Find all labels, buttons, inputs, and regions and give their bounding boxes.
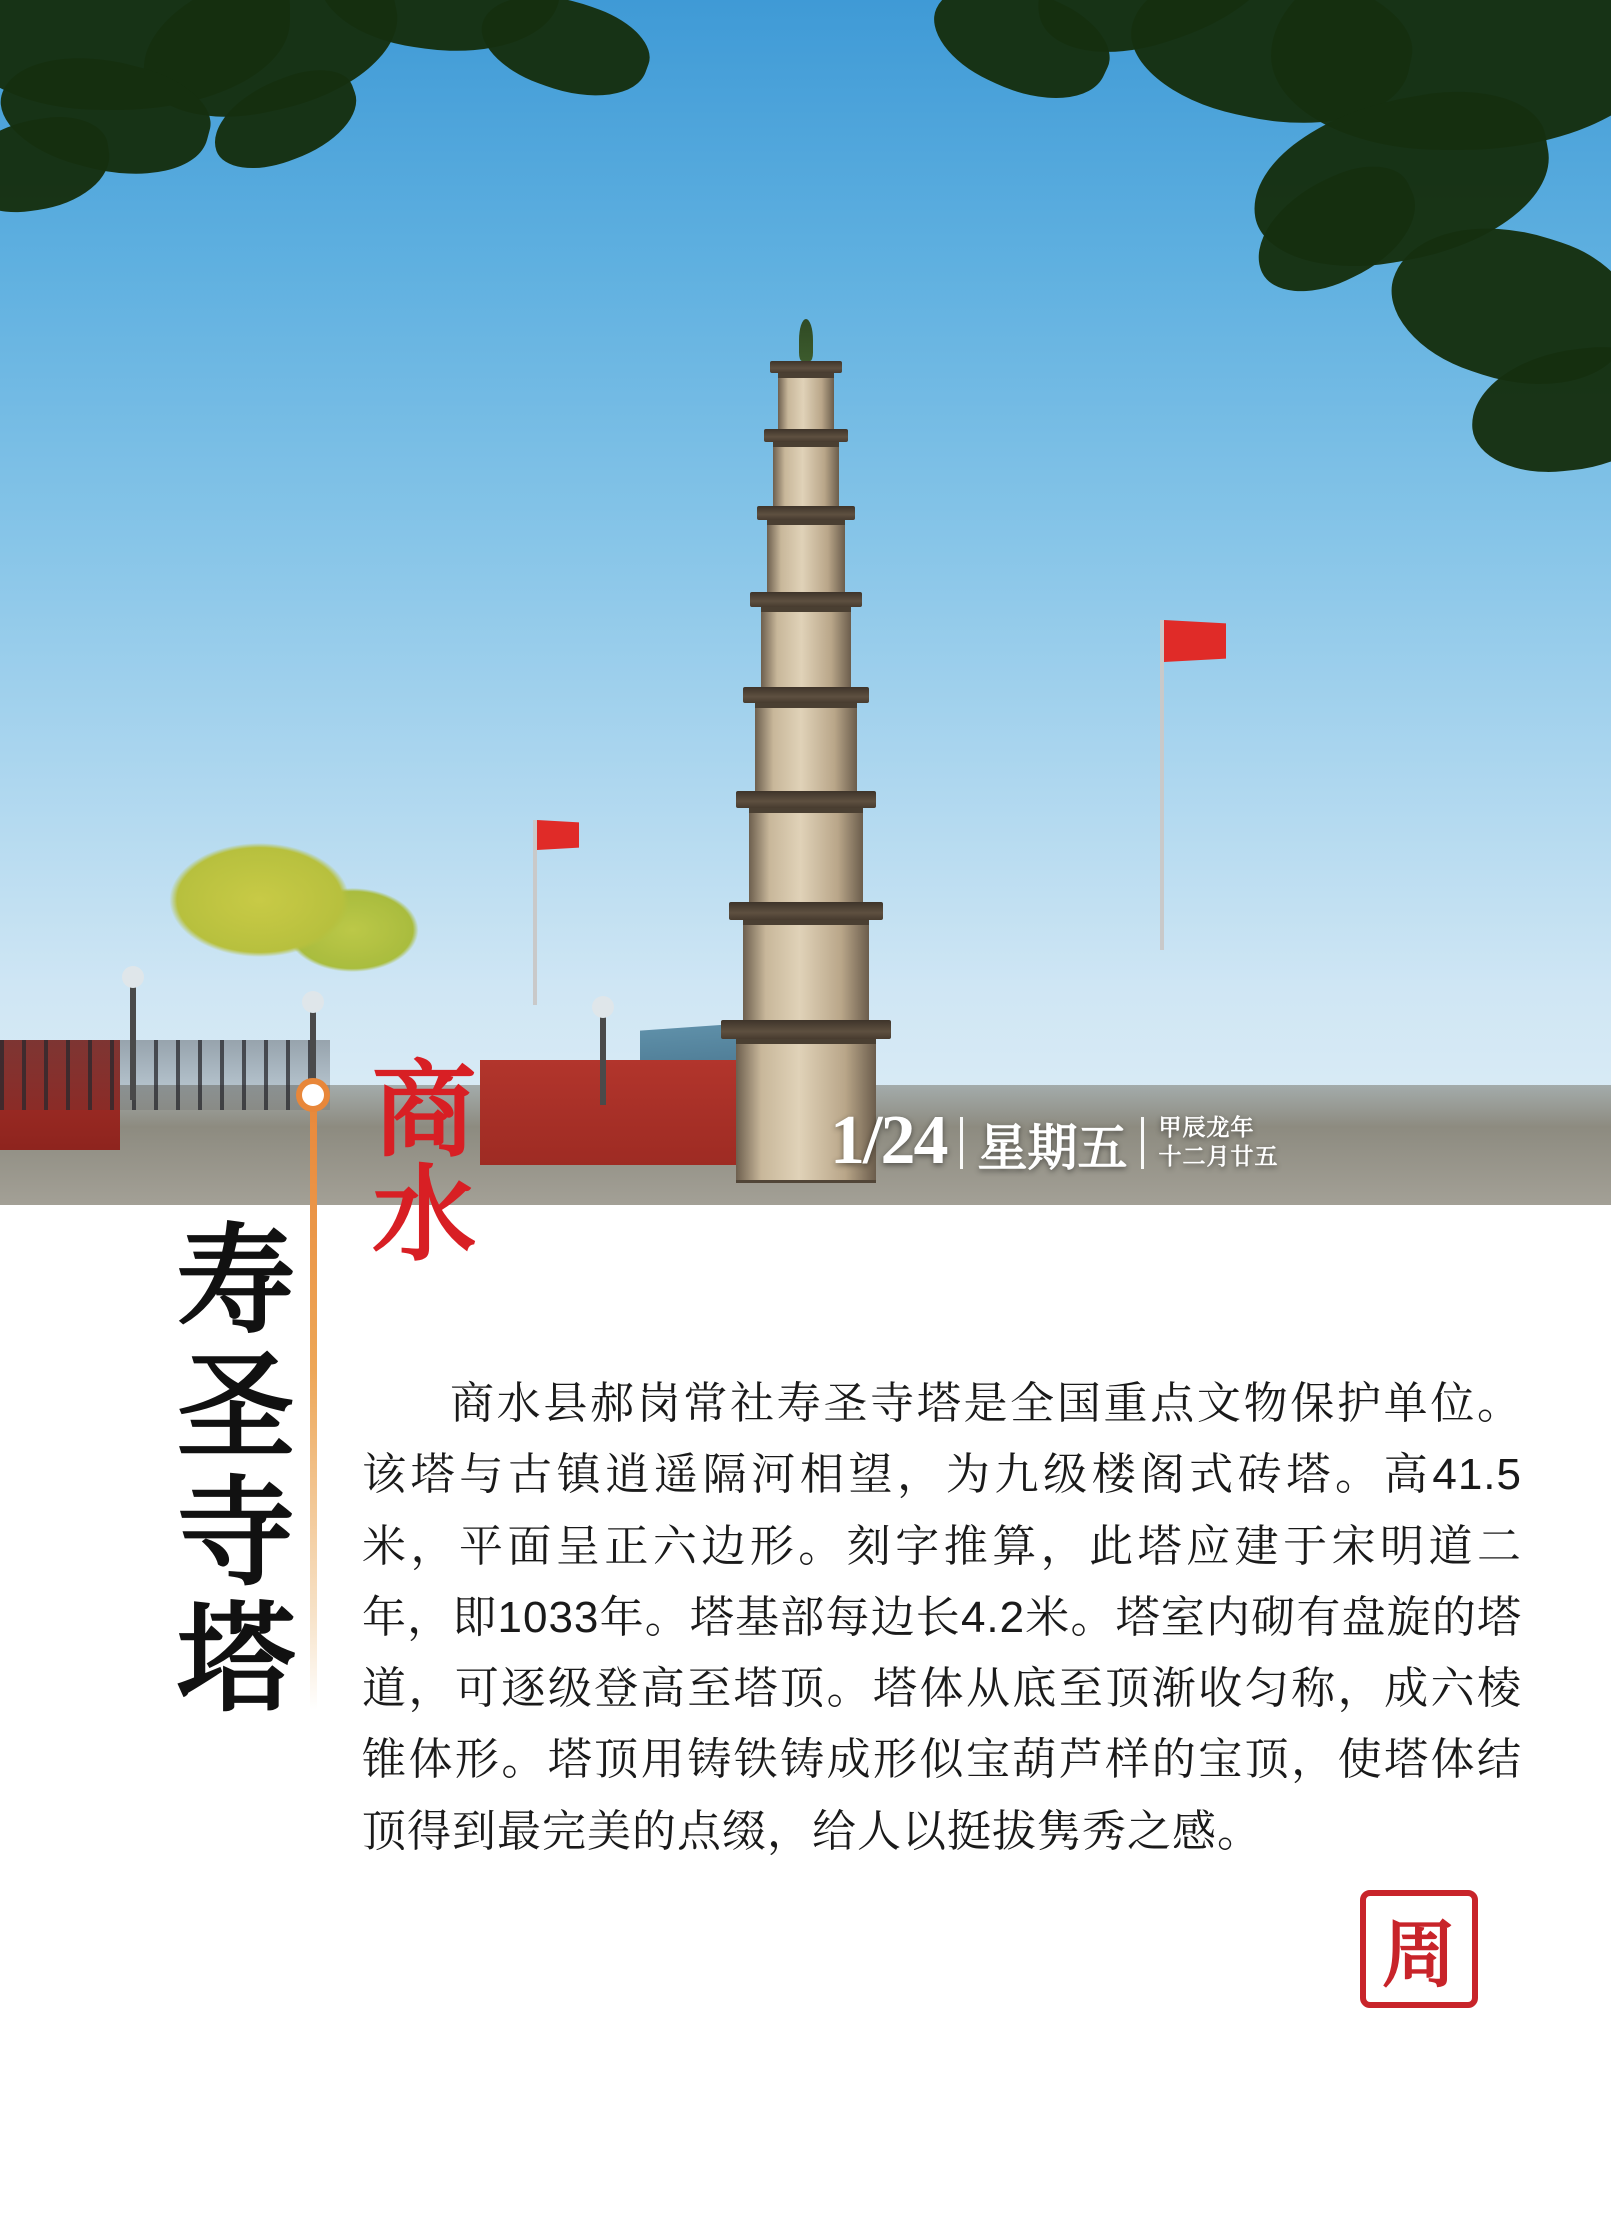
pagoda-tier-9 (778, 373, 834, 437)
pagoda-tier-3 (743, 920, 869, 1028)
pagoda-structure (706, 325, 906, 1175)
city-name: 商水 (356, 1055, 472, 1263)
date-bar (830, 1102, 1279, 1179)
date-day-month: 1/24 (830, 1102, 947, 1179)
pagoda-finial (799, 319, 813, 361)
seal-character: 周 (1382, 1915, 1456, 1997)
pagoda-eave-2 (721, 1020, 891, 1039)
lunar-day: 十二月廿五 (1158, 1142, 1279, 1169)
timeline-dot (296, 1078, 330, 1112)
pagoda-eave-7 (757, 506, 855, 520)
street-lamp-1 (130, 980, 136, 1100)
pagoda-eave-8 (764, 429, 848, 442)
pagoda-eave-3 (729, 902, 883, 920)
pagoda-tier-8 (773, 442, 839, 514)
date-weekday: 星期五 (977, 1119, 1128, 1176)
foreground-foliage-right (911, 0, 1611, 430)
seal-stamp (1360, 1890, 1478, 2008)
article-body: 商水县郝岗常社寿圣寺塔是全国重点文物保护单位。该塔与古镇逍遥隔河相望，为九级楼阁式砖塔。高41.5米，平面呈正六边形。刻字推算，此塔应建于宋明道二年，即1033年。塔基部每边长4.2米。塔室内砌有盘旋的塔道，可逐级登高至塔顶。塔体从底至顶渐收匀称，成六棱锥体形。塔顶用铸铁铸成形似宝葫芦样的宝顶，使塔体结顶得到最完美的点缀，给人以挺拔隽秀之感。 (362, 1379, 1522, 1856)
date-divider-1 (960, 1117, 963, 1169)
metal-fence (0, 1040, 330, 1110)
foreground-foliage-left (0, 0, 680, 270)
flag-cloth (1164, 620, 1226, 662)
red-flag-right (1160, 620, 1164, 950)
lunar-year: 甲辰龙年 (1158, 1114, 1255, 1140)
pagoda-eave-4 (736, 791, 876, 808)
pagoda-eave-5 (743, 687, 869, 703)
pagoda-tier-6 (761, 607, 851, 695)
pagoda-eave-6 (750, 592, 862, 607)
date-divider-2 (1141, 1117, 1144, 1169)
pagoda-tier-7 (767, 520, 845, 600)
red-flag-left (533, 820, 537, 1005)
street-lamp-3 (600, 1010, 606, 1105)
timeline-rule (310, 1090, 317, 1710)
pagoda-tier-5 (755, 703, 857, 799)
flag-cloth-small (537, 820, 579, 850)
pagoda-tier-4 (749, 808, 863, 910)
pagoda-eave-9 (770, 361, 842, 373)
page-title: 寿圣寺塔 (159, 1218, 290, 1722)
lunar-date-group (1158, 1113, 1278, 1171)
yellow-tree (120, 790, 430, 990)
